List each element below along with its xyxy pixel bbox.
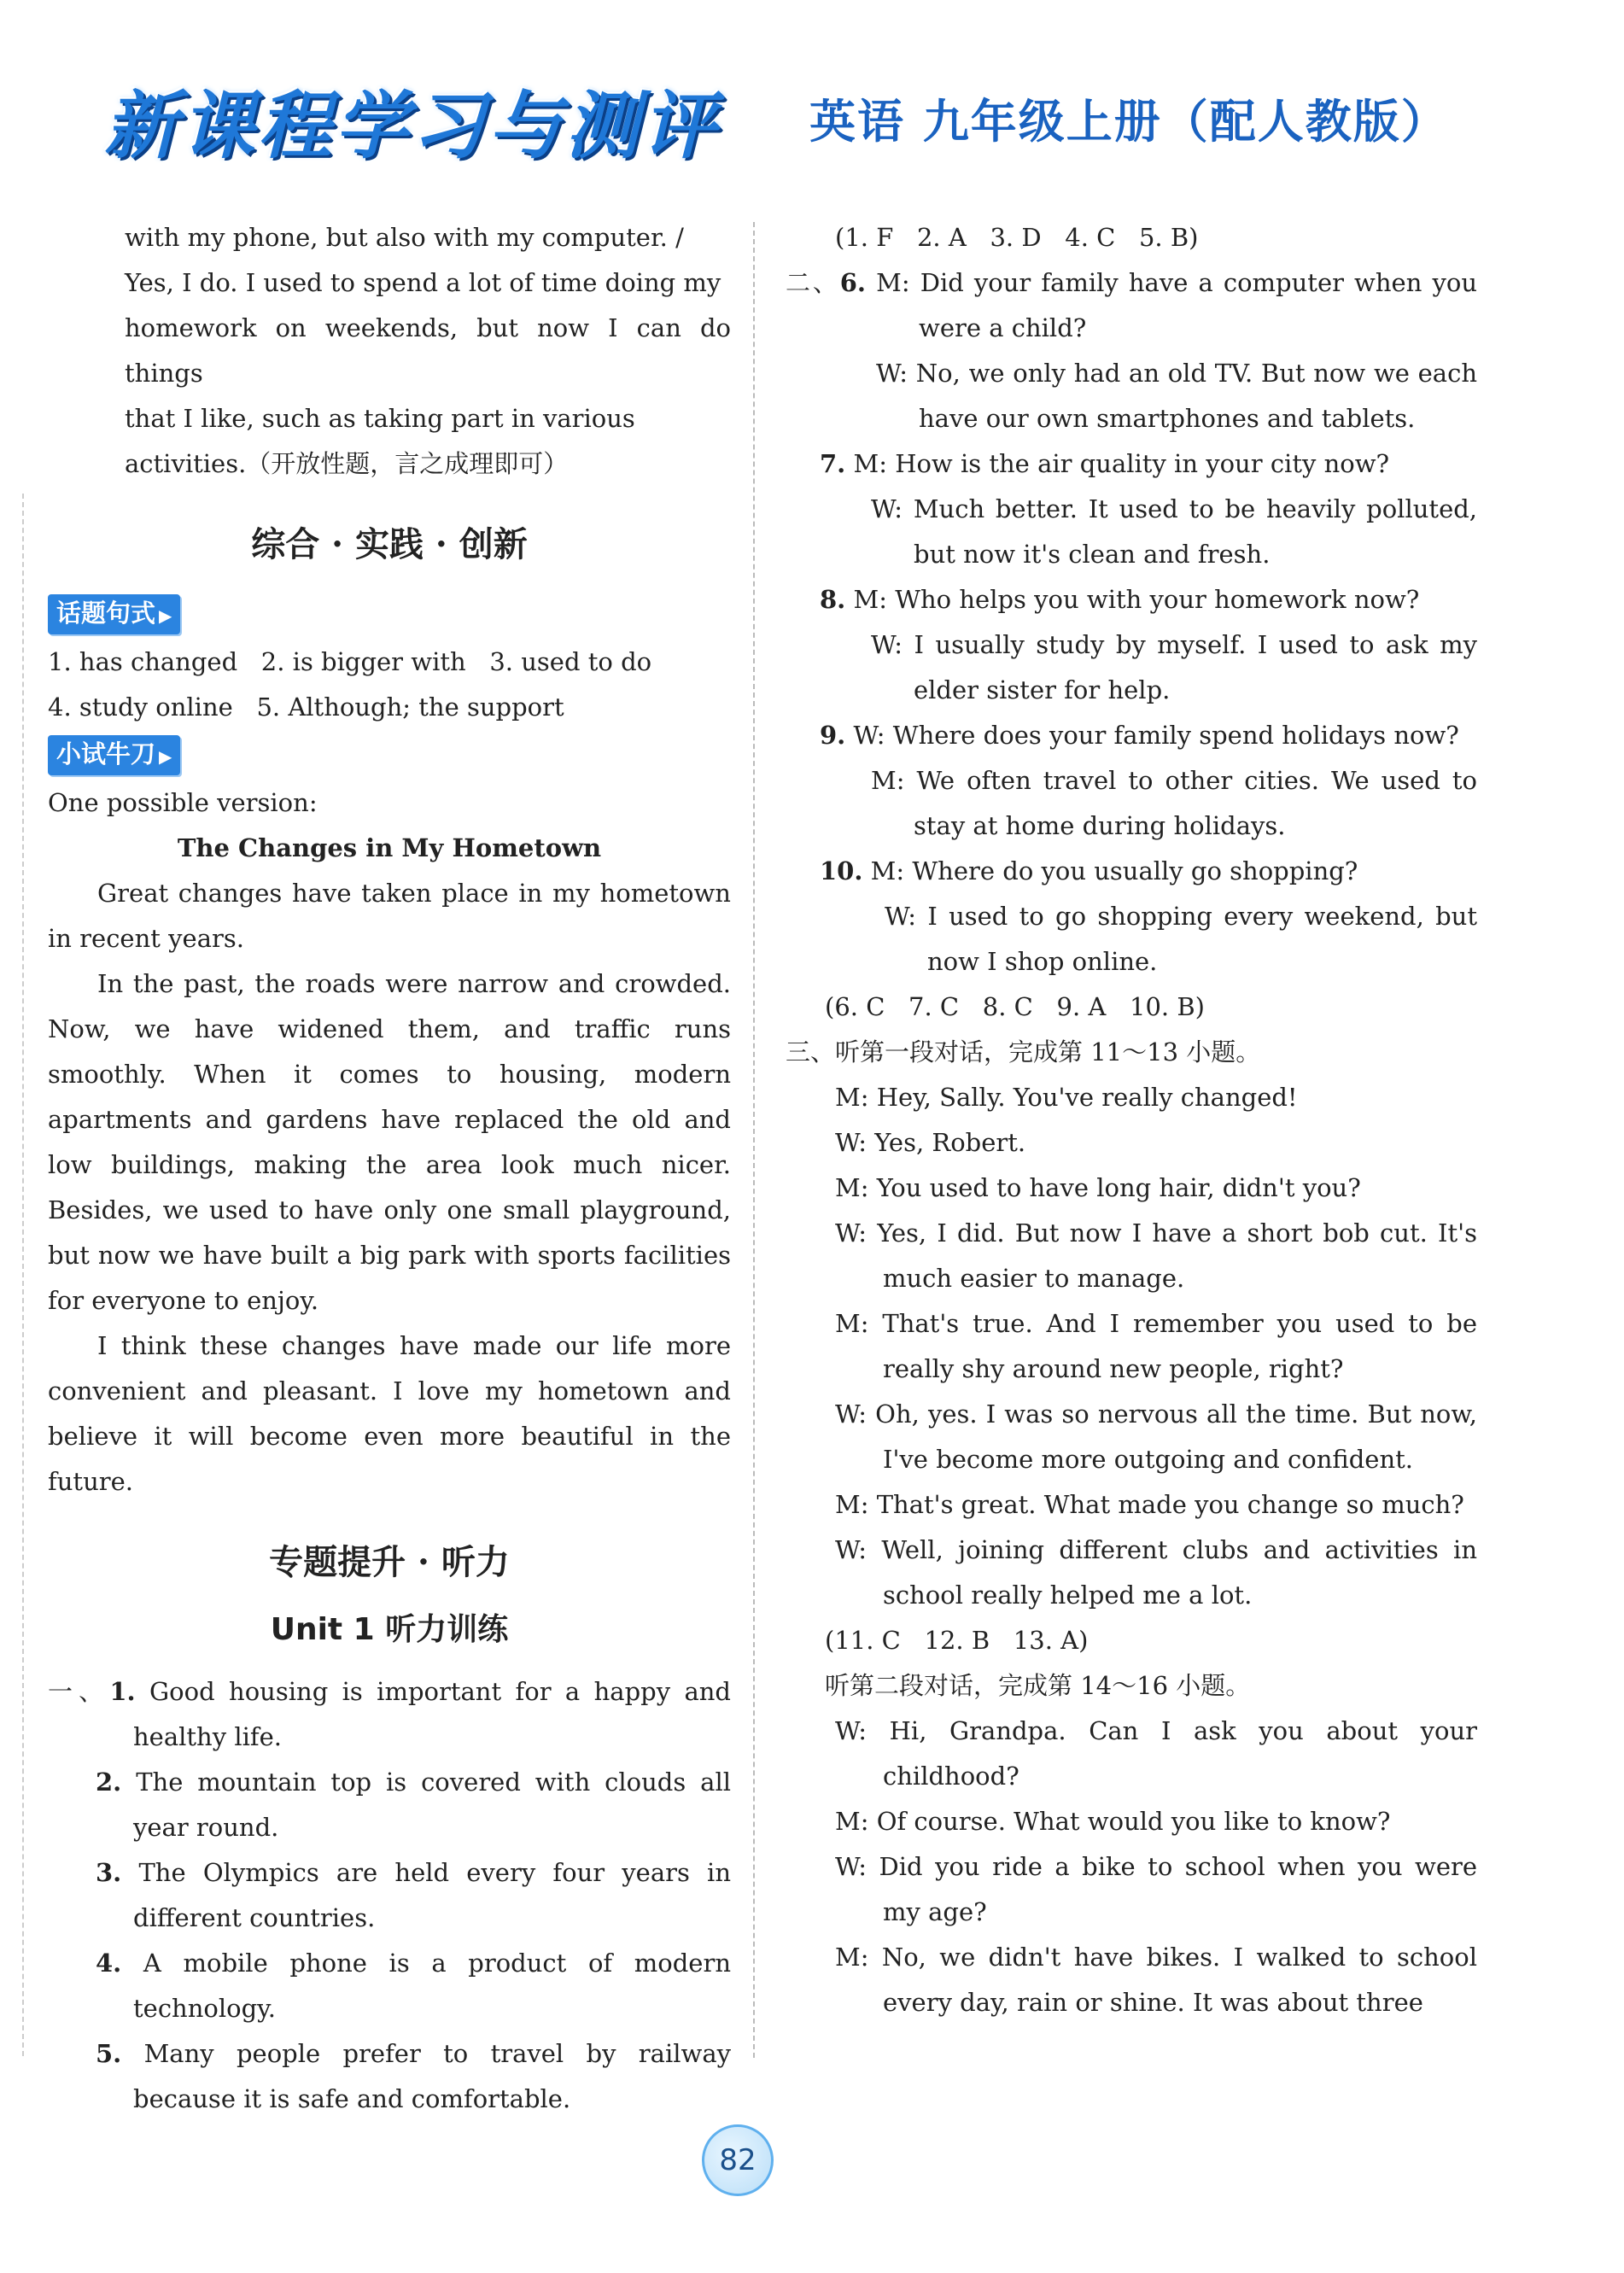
speaker: W: bbox=[885, 902, 917, 931]
dialog-text: No, we didn't have bikes. I walked to school every day, rain or shine. It was about three bbox=[881, 1943, 1477, 2017]
item-number: 6. bbox=[839, 268, 867, 297]
column-divider bbox=[753, 222, 755, 2058]
version-label: One possible version: bbox=[48, 788, 318, 817]
conversation-1 bbox=[786, 1075, 1477, 1618]
dialog-text: Who helps you with your homework now? bbox=[895, 585, 1420, 614]
speaker: M: bbox=[853, 449, 887, 478]
speaker: M: bbox=[835, 1490, 869, 1519]
dialog-text: Hi, Grandpa. Can I ask you about your childhood? bbox=[883, 1716, 1477, 1791]
list-item bbox=[48, 1850, 731, 1941]
list-item bbox=[48, 1669, 731, 1760]
part-intro: 三、听第一段对话，完成第 11～13 小题。 bbox=[786, 1037, 1261, 1066]
sentence-list bbox=[48, 1669, 731, 2122]
dialog-line bbox=[786, 622, 1477, 713]
intro-line: activities.（开放性题，言之成理即可） bbox=[125, 449, 569, 478]
dialog-text: I usually study by myself. I used to ask my elder sister for help. bbox=[914, 630, 1478, 704]
speaker: W: bbox=[835, 1852, 867, 1881]
item-number: 2. bbox=[96, 1768, 122, 1797]
dialog-6 bbox=[786, 260, 1477, 441]
dialog-10 bbox=[786, 849, 1477, 985]
dialog-text: I used to go shopping every weekend, but now I shop online. bbox=[927, 902, 1477, 976]
book-subtitle: 英语 九年级上册（配人教版） bbox=[809, 95, 1449, 149]
item-number: 8. bbox=[820, 585, 846, 614]
topic-answers: 1. has changed 2. is bigger with 3. used to do bbox=[48, 647, 652, 676]
item-text: Many people prefer to travel by railway because it is safe and comfortable. bbox=[133, 2039, 731, 2113]
answer-key: (1. F 2. A 3. D 4. C 5. B) bbox=[835, 223, 1199, 252]
dialog-line bbox=[786, 1528, 1477, 1618]
item-number: 4. bbox=[96, 1949, 122, 1978]
dialog-line bbox=[786, 441, 1477, 487]
item-number: 5. bbox=[96, 2039, 122, 2068]
dialog-line bbox=[786, 1844, 1477, 1935]
dialog-text: Did your family have a computer when you were a child? bbox=[919, 268, 1477, 342]
dialog-text: Well, joining different clubs and activities in school really helped me a lot. bbox=[881, 1535, 1478, 1610]
speaker: W: bbox=[835, 1716, 867, 1745]
speaker: M: bbox=[871, 766, 905, 795]
item-text: The Olympics are held every four years in different countries. bbox=[133, 1858, 731, 1932]
speaker: W: bbox=[853, 721, 885, 750]
dialog-line bbox=[786, 577, 1477, 622]
topic-answers: 4. study online 5. Although; the support bbox=[48, 692, 564, 722]
speaker: W: bbox=[835, 1128, 867, 1157]
answer-key: (6. C 7. C 8. C 9. A 10. B) bbox=[825, 992, 1205, 1021]
conversation-2 bbox=[786, 1709, 1477, 2025]
book-title: 新课程学习与测评 bbox=[104, 84, 719, 169]
answer-key: (11. C 12. B 13. A) bbox=[825, 1626, 1089, 1655]
essay-title: The Changes in My Hometown bbox=[177, 833, 602, 862]
list-item bbox=[48, 1760, 731, 1850]
tag-try-it bbox=[48, 735, 180, 775]
item-number: 7. bbox=[820, 449, 846, 478]
left-margin-rule bbox=[22, 494, 24, 2056]
dialog-text: Much better. It used to be heavily polluted, but now it's clean and fresh. bbox=[913, 494, 1478, 569]
intro-line: with my phone, but also with my computer. / bbox=[125, 223, 684, 252]
play-arrow-icon: ▶ bbox=[159, 746, 172, 767]
section-heading-listening: 专题提升 · 听力 bbox=[269, 1542, 510, 1582]
speaker: M: bbox=[876, 268, 910, 297]
dialog-text: No, we only had an old TV. But now we each have our own smartphones and tablets. bbox=[915, 359, 1478, 433]
dialog-line bbox=[786, 894, 1477, 985]
speaker: W: bbox=[835, 1535, 867, 1564]
speaker: M: bbox=[835, 1083, 869, 1112]
part-label: 一、 bbox=[48, 1677, 110, 1706]
item-text: A mobile phone is a product of modern technology. bbox=[133, 1949, 731, 2023]
item-text: Good housing is important for a happy and healthy life. bbox=[133, 1677, 731, 1751]
essay-paragraph: Great changes have taken place in my hometown in recent years. bbox=[48, 879, 731, 953]
speaker: W: bbox=[871, 494, 903, 523]
dialog-9 bbox=[786, 713, 1477, 849]
dialog-line bbox=[786, 351, 1477, 441]
dialog-line bbox=[786, 1120, 1477, 1166]
dialog-text: That's true. And I remember you used to be really shy around new people, right? bbox=[882, 1309, 1478, 1383]
dialog-line bbox=[786, 713, 1477, 758]
page-number: 82 bbox=[702, 2124, 774, 2196]
dialog-line bbox=[786, 1935, 1477, 2025]
dialog-line bbox=[786, 849, 1477, 894]
speaker: M: bbox=[853, 585, 887, 614]
page-header bbox=[0, 0, 1624, 205]
speaker: M: bbox=[870, 856, 905, 885]
dialog-line bbox=[786, 1301, 1477, 1392]
intro-line: Yes, I do. I used to spend a lot of time doing my bbox=[125, 268, 721, 297]
dialog-line bbox=[786, 260, 1477, 351]
dialog-line bbox=[786, 1392, 1477, 1482]
left-column bbox=[48, 215, 731, 2122]
tag-label: 话题句式 bbox=[56, 599, 156, 628]
item-number: 3. bbox=[96, 1858, 122, 1887]
dialog-line bbox=[786, 1166, 1477, 1211]
dialog-text: Where do you usually go shopping? bbox=[912, 856, 1358, 885]
dialog-text: You used to have long hair, didn't you? bbox=[876, 1173, 1361, 1202]
intro-line: homework on weekends, but now I can do things bbox=[125, 313, 731, 388]
tag-topic-sentences bbox=[48, 594, 180, 634]
speaker: M: bbox=[835, 1173, 869, 1202]
dialog-text: Oh, yes. I was so nervous all the time. But now, I've become more outgoing and confident. bbox=[875, 1399, 1477, 1474]
item-text: The mountain top is covered with clouds all year round. bbox=[133, 1768, 731, 1842]
intro-block bbox=[48, 215, 731, 487]
section-heading-practice: 综合 · 实践 · 创新 bbox=[251, 524, 528, 564]
essay-paragraph: I think these changes have made our life more convenient and pleasant. I love my hometown and believe it will become even more beautiful in the future. bbox=[48, 1331, 731, 1496]
dialog-line bbox=[786, 1799, 1477, 1844]
item-number: 1. bbox=[109, 1677, 136, 1706]
dialog-text: Where does your family spend holidays now? bbox=[892, 721, 1459, 750]
dialog-text: How is the air quality in your city now? bbox=[895, 449, 1390, 478]
dialog-text: Did you ride a bike to school when you were my age? bbox=[879, 1852, 1478, 1926]
intro-line: that I like, such as taking part in various bbox=[125, 404, 635, 433]
dialog-line bbox=[786, 1075, 1477, 1120]
essay-paragraph: In the past, the roads were narrow and crowded. Now, we have widened them, and traffic runs smoothly. When it comes to housing, modern apartments and gardens have replaced the old and low buildings, making the area look much nicer. Besides, we used to have only one small playground, but now we have built a big park with sports facilities for everyone to enjoy. bbox=[48, 969, 731, 1315]
dialog-text: We often travel to other cities. We used to stay at home during holidays. bbox=[914, 766, 1477, 840]
dialog-7 bbox=[786, 441, 1477, 577]
speaker: W: bbox=[876, 359, 908, 388]
speaker: M: bbox=[835, 1943, 869, 1972]
dialog-text: Of course. What would you like to know? bbox=[876, 1807, 1391, 1836]
dialog-8 bbox=[786, 577, 1477, 713]
list-item bbox=[48, 1941, 731, 2031]
dialog-line bbox=[786, 1709, 1477, 1799]
dialog-text: Hey, Sally. You've really changed! bbox=[876, 1083, 1298, 1112]
part-intro: 听第二段对话，完成第 14～16 小题。 bbox=[825, 1671, 1251, 1700]
tag-label: 小试牛刀 bbox=[56, 739, 156, 768]
unit-heading: Unit 1 听力训练 bbox=[270, 1612, 509, 1647]
speaker: M: bbox=[835, 1309, 869, 1338]
speaker: W: bbox=[835, 1399, 867, 1429]
dialog-text: That's great. What made you change so much? bbox=[876, 1490, 1464, 1519]
item-number: 9. bbox=[820, 721, 846, 750]
list-item bbox=[48, 2031, 731, 2122]
part-label: 二、 bbox=[786, 268, 840, 297]
dialog-line bbox=[786, 487, 1477, 577]
dialog-text: Yes, Robert. bbox=[874, 1128, 1026, 1157]
play-arrow-icon: ▶ bbox=[159, 605, 172, 626]
speaker: W: bbox=[871, 630, 903, 659]
item-number: 10. bbox=[820, 856, 863, 885]
dialog-text: Yes, I did. But now I have a short bob cut. It's much easier to manage. bbox=[877, 1218, 1477, 1293]
dialog-line bbox=[786, 1211, 1477, 1301]
speaker: W: bbox=[835, 1218, 867, 1248]
speaker: M: bbox=[835, 1807, 869, 1836]
dialog-line bbox=[786, 1482, 1477, 1528]
dialog-line bbox=[786, 758, 1477, 849]
right-column bbox=[786, 215, 1477, 2025]
